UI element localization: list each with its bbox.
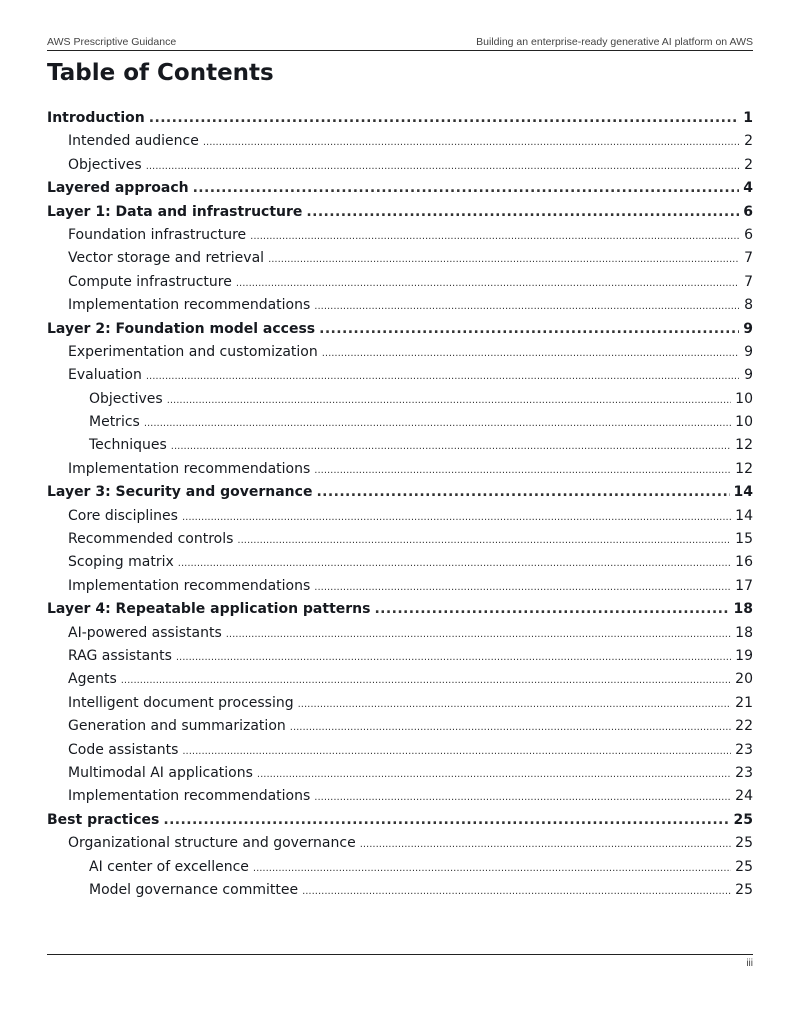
- toc-entry-label: Evaluation: [68, 367, 142, 384]
- toc-leader-dots: [314, 576, 731, 599]
- toc-entry-label: Intelligent document processing: [68, 694, 294, 711]
- toc-entry-label: Layered approach: [47, 180, 189, 197]
- toc-entry[interactable]: [47, 832, 753, 855]
- page-footer: [47, 954, 753, 971]
- toc-entry[interactable]: [47, 668, 753, 691]
- toc-entry-page-number: 25: [733, 811, 753, 828]
- toc-entry[interactable]: [47, 154, 753, 177]
- toc-entry-label: Metrics: [89, 414, 140, 431]
- toc-entry-label: Objectives: [89, 390, 163, 407]
- toc-leader-dots: [144, 412, 731, 435]
- toc-leader-dots: [171, 435, 731, 458]
- toc-leader-dots: [226, 623, 731, 646]
- toc-leader-dots: [193, 177, 739, 200]
- toc-entry-page-number: 17: [735, 577, 753, 594]
- toc-leader-dots: [268, 248, 739, 271]
- toc-leader-dots: [182, 740, 731, 763]
- toc-entry[interactable]: [47, 715, 753, 738]
- toc-leader-dots: [250, 225, 739, 248]
- toc-entry-page-number: 21: [735, 694, 753, 711]
- toc-entry-page-number: 12: [735, 460, 753, 477]
- toc-entry-label: RAG assistants: [68, 647, 172, 664]
- toc-entry-page-number: 7: [744, 273, 753, 290]
- toc-entry-label: Implementation recommendations: [68, 577, 311, 594]
- toc-entry-page-number: 10: [735, 390, 753, 407]
- toc-entry-label: Code assistants: [68, 741, 179, 758]
- toc-entry-label: Generation and summarization: [68, 718, 286, 735]
- toc-entry[interactable]: [47, 739, 753, 762]
- toc-entry-label: Model governance committee: [89, 881, 299, 898]
- toc-entry-label: Agents: [68, 671, 117, 688]
- toc-entry-page-number: 9: [744, 343, 753, 360]
- footer-page-number: iii: [746, 958, 753, 969]
- toc-entry-page-number: 23: [735, 741, 753, 758]
- toc-leader-dots: [374, 598, 729, 621]
- toc-entry-label: Recommended controls: [68, 531, 234, 548]
- toc-leader-dots: [306, 201, 739, 224]
- toc-leader-dots: [302, 880, 731, 903]
- toc-leader-dots: [146, 365, 739, 388]
- toc-entry-page-number: 25: [735, 835, 753, 852]
- toc-entry[interactable]: [47, 107, 753, 130]
- toc-leader-dots: [360, 833, 731, 856]
- toc-leader-dots: [314, 786, 731, 809]
- toc-entry-label: Objectives: [68, 156, 142, 173]
- toc-entry[interactable]: [47, 434, 753, 457]
- toc-entry[interactable]: [47, 364, 753, 387]
- toc-leader-dots: [178, 552, 731, 575]
- toc-entry[interactable]: [47, 645, 753, 668]
- table-of-contents: [47, 107, 753, 902]
- toc-entry[interactable]: [47, 598, 753, 621]
- toc-leader-dots: [253, 857, 731, 880]
- toc-entry-page-number: 10: [735, 414, 753, 431]
- toc-entry-label: Best practices: [47, 811, 160, 828]
- toc-entry[interactable]: [47, 130, 753, 153]
- toc-leader-dots: [146, 155, 739, 178]
- toc-entry-page-number: 9: [744, 367, 753, 384]
- toc-entry-label: Layer 4: Repeatable application patterns: [47, 601, 371, 618]
- toc-entry-page-number: 14: [735, 507, 753, 524]
- toc-leader-dots: [257, 763, 731, 786]
- toc-entry-label: Experimentation and customization: [68, 343, 318, 360]
- toc-leader-dots: [176, 646, 731, 669]
- toc-entry-page-number: 18: [735, 624, 753, 641]
- toc-entry[interactable]: [47, 809, 753, 832]
- toc-entry-page-number: 23: [735, 764, 753, 781]
- toc-leader-dots: [314, 459, 731, 482]
- toc-entry-label: Implementation recommendations: [68, 788, 311, 805]
- toc-entry-label: Foundation infrastructure: [68, 226, 247, 243]
- page-header: [47, 34, 753, 51]
- toc-leader-dots: [121, 669, 731, 692]
- toc-leader-dots: [182, 506, 731, 529]
- toc-entry[interactable]: [47, 856, 753, 879]
- toc-entry[interactable]: [47, 318, 753, 341]
- toc-entry-label: Implementation recommendations: [68, 297, 311, 314]
- toc-entry-label: Layer 2: Foundation model access: [47, 320, 316, 337]
- toc-entry-label: Core disciplines: [68, 507, 178, 524]
- toc-entry-page-number: 22: [735, 718, 753, 735]
- toc-leader-dots: [237, 529, 731, 552]
- toc-entry-page-number: 16: [735, 554, 753, 571]
- toc-entry-label: AI center of excellence: [89, 858, 249, 875]
- toc-entry-label: Intended audience: [68, 133, 199, 150]
- toc-entry-page-number: 6: [743, 203, 753, 220]
- toc-entry-page-number: 24: [735, 788, 753, 805]
- toc-entry-page-number: 15: [735, 531, 753, 548]
- toc-entry-label: Layer 3: Security and governance: [47, 484, 313, 501]
- toc-entry-page-number: 8: [744, 297, 753, 314]
- toc-entry-label: Layer 1: Data and infrastructure: [47, 203, 303, 220]
- toc-entry-label: AI-powered assistants: [68, 624, 222, 641]
- toc-entry[interactable]: [47, 458, 753, 481]
- toc-entry[interactable]: [47, 247, 753, 270]
- toc-entry[interactable]: [47, 341, 753, 364]
- page-title: Table of Contents: [47, 60, 274, 86]
- toc-entry-page-number: 18: [733, 601, 753, 618]
- toc-entry[interactable]: [47, 879, 753, 902]
- toc-entry[interactable]: [47, 505, 753, 528]
- toc-entry-label: Introduction: [47, 110, 145, 126]
- header-document-title: Building an enterprise-ready generative AI platform on AWS: [476, 36, 753, 48]
- toc-entry[interactable]: [47, 692, 753, 715]
- toc-entry[interactable]: [47, 201, 753, 224]
- toc-entry[interactable]: [47, 388, 753, 411]
- toc-entry-label: Scoping matrix: [68, 554, 174, 571]
- toc-entry-page-number: 2: [744, 156, 753, 173]
- toc-entry-label: Vector storage and retrieval: [68, 250, 265, 267]
- toc-leader-dots: [298, 693, 732, 716]
- toc-leader-dots: [290, 716, 731, 739]
- toc-leader-dots: [322, 342, 739, 365]
- toc-entry[interactable]: [47, 551, 753, 574]
- toc-entry[interactable]: [47, 177, 753, 200]
- toc-entry[interactable]: [47, 622, 753, 645]
- toc-entry-page-number: 25: [735, 881, 753, 898]
- toc-entry-page-number: 4: [743, 180, 753, 197]
- toc-entry-page-number: 9: [743, 320, 753, 337]
- toc-entry-page-number: 6: [744, 226, 753, 243]
- toc-leader-dots: [236, 272, 739, 295]
- toc-entry[interactable]: [47, 528, 753, 551]
- toc-entry-page-number: 12: [735, 437, 753, 454]
- toc-leader-dots: [167, 389, 731, 412]
- toc-entry[interactable]: [47, 224, 753, 247]
- toc-entry[interactable]: [47, 411, 753, 434]
- toc-entry-page-number: 25: [735, 858, 753, 875]
- toc-entry[interactable]: [47, 785, 753, 808]
- toc-leader-dots: [314, 295, 739, 318]
- toc-entry-label: Implementation recommendations: [68, 460, 311, 477]
- toc-entry-page-number: 20: [735, 671, 753, 688]
- header-guide-name: AWS Prescriptive Guidance: [47, 36, 177, 48]
- toc-entry-label: Compute infrastructure: [68, 273, 232, 290]
- toc-entry-page-number: 19: [735, 647, 753, 664]
- toc-leader-dots: [316, 481, 729, 504]
- toc-entry-label: Multimodal AI applications: [68, 764, 253, 781]
- toc-entry-page-number: 14: [733, 484, 753, 501]
- toc-entry[interactable]: [47, 762, 753, 785]
- toc-entry[interactable]: [47, 575, 753, 598]
- toc-entry-page-number: 2: [744, 133, 753, 150]
- toc-entry-label: Techniques: [89, 437, 167, 454]
- toc-leader-dots: [163, 809, 729, 832]
- toc-leader-dots: [149, 107, 739, 130]
- toc-leader-dots: [203, 131, 739, 154]
- toc-entry[interactable]: [47, 271, 753, 294]
- toc-entry-label: Organizational structure and governance: [68, 835, 356, 852]
- toc-leader-dots: [319, 318, 739, 341]
- toc-entry-page-number: 1: [743, 110, 753, 126]
- toc-entry[interactable]: [47, 294, 753, 317]
- toc-entry[interactable]: [47, 481, 753, 504]
- toc-entry-page-number: 7: [744, 250, 753, 267]
